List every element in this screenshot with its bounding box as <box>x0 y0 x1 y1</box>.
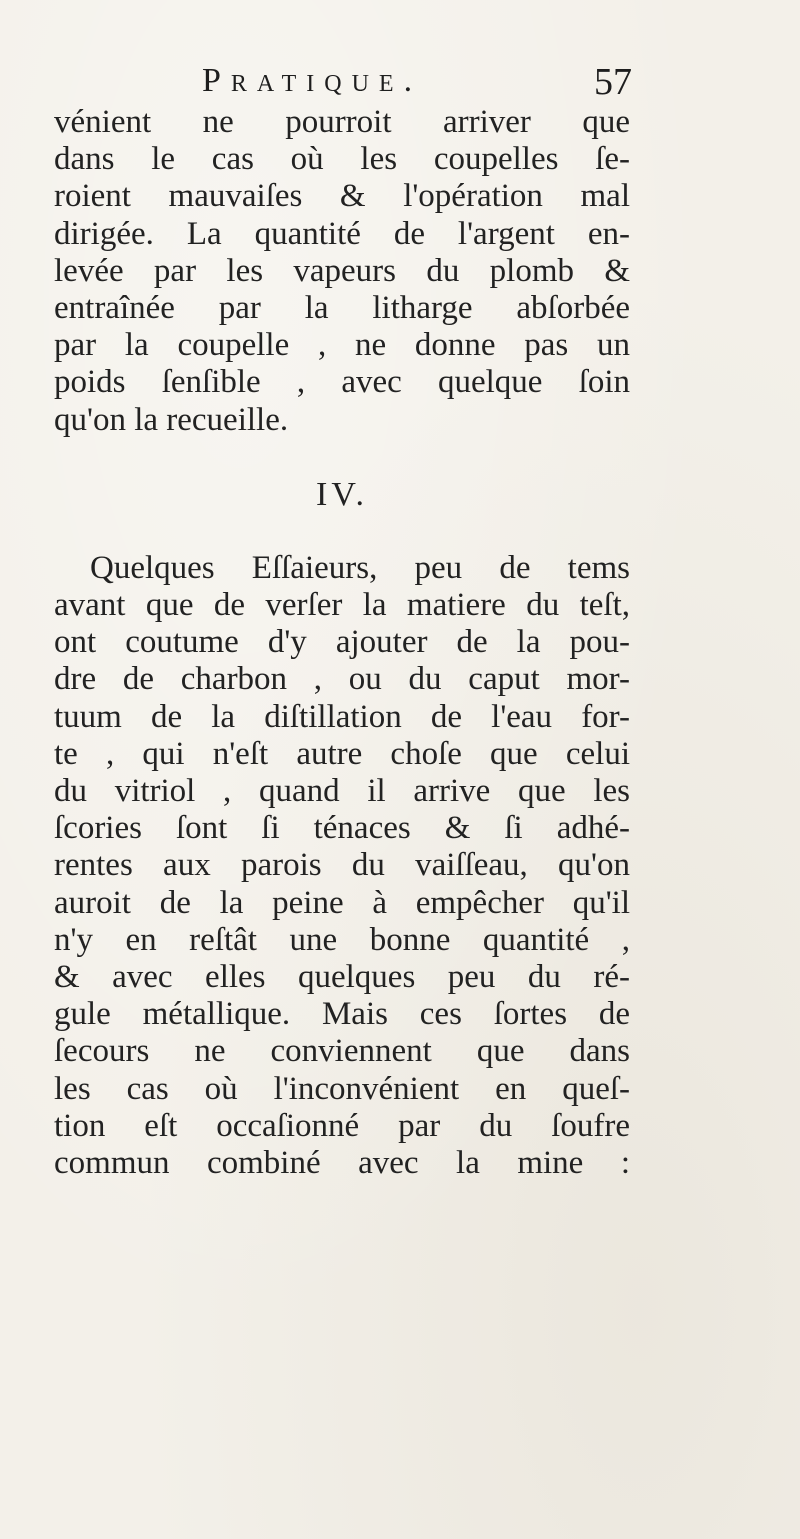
text-line: les cas où l'inconvénient en queſ- <box>54 1070 630 1107</box>
text-line: rentes aux parois du vaiſſeau, qu'on <box>54 847 630 884</box>
text-line: n'y en reſtât une bonne quantité , <box>54 921 630 958</box>
running-head: Pratique. <box>202 62 423 99</box>
text-line: du vitriol , quand il arrive que les <box>54 773 630 809</box>
page-header <box>82 62 632 106</box>
text-line: gule métallique. Mais ces ſortes de <box>54 996 630 1033</box>
text-line: entraînée par la litharge abſorbée <box>54 289 630 326</box>
text-line: auroit de la peine à empêcher qu'il <box>54 884 630 921</box>
text-line: tion eſt occaſionné par du ſoufre <box>54 1107 630 1144</box>
text-line: ſecours ne conviennent que dans <box>54 1033 630 1070</box>
text-line: par la coupelle , ne donne pas un <box>54 327 630 364</box>
text-line: commun combiné avec la mine : <box>54 1144 630 1181</box>
text-line: qu'on la recueille. <box>54 401 289 438</box>
paragraph-section-iv <box>54 550 630 1182</box>
text-line: ont coutume d'y ajouter de la pou- <box>54 624 630 661</box>
text-line: Quelques Eſſaieurs, peu de tems <box>90 549 630 586</box>
text-line: levée par les vapeurs du plomb & <box>54 252 630 289</box>
text-line: tuum de la diſtillation de l'eau for- <box>54 698 630 735</box>
section-heading: IV. <box>316 475 368 513</box>
text-line: & avec elles quelques peu du ré- <box>54 958 630 995</box>
text-block <box>54 104 630 1182</box>
text-line: dirigée. La quantité de l'argent en- <box>54 215 630 252</box>
paragraph-continued <box>54 104 630 439</box>
text-line: te , qui n'eſt autre choſe que celui <box>54 735 630 772</box>
text-line: vénient ne pourroit arriver que <box>54 104 630 140</box>
text-line: dans le cas où les coupelles ſe- <box>54 141 630 178</box>
text-line: roient mauvaiſes & l'opération mal <box>54 178 630 215</box>
text-line: ſcories ſont ſi ténaces & ſi adhé- <box>54 810 630 847</box>
page-number: 57 <box>594 61 632 103</box>
text-line: dre de charbon , ou du caput mor- <box>54 661 630 698</box>
text-line: avant que de verſer la matiere du teſt, <box>54 587 630 624</box>
text-line: poids ſenſible , avec quelque ſoin <box>54 364 630 401</box>
